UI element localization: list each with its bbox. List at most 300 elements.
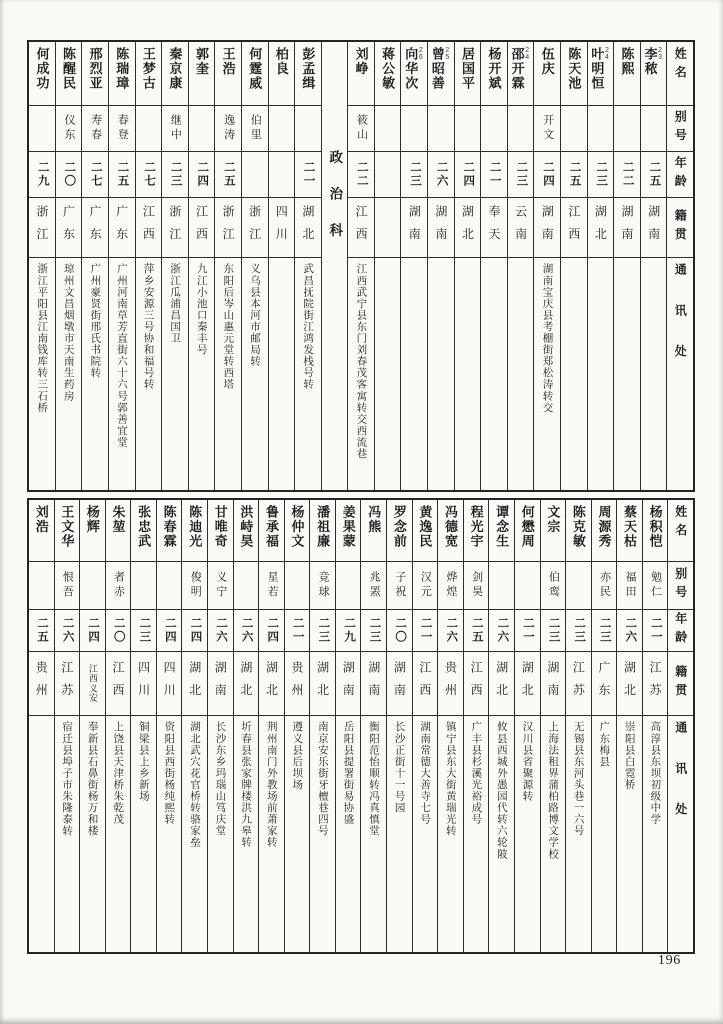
person-address-text: 上饶县天津桥朱乾茂	[112, 721, 125, 825]
person-age	[413, 610, 438, 652]
person-name	[643, 500, 668, 562]
person-name-text: 叶明恒	[589, 47, 605, 91]
person-alias	[295, 106, 321, 152]
person-age	[189, 152, 215, 198]
person-column	[214, 42, 241, 490]
person-address	[387, 716, 412, 952]
person-age-text: 二四	[462, 160, 475, 189]
person-age	[541, 610, 566, 652]
person-alias-text: 俊明	[189, 571, 202, 600]
person-name	[189, 42, 215, 106]
person-name-note: 25	[443, 47, 451, 61]
person-age	[489, 610, 514, 652]
person-native-place	[82, 198, 108, 258]
person-native-place	[162, 198, 188, 258]
person-name	[561, 42, 587, 106]
person-age	[375, 152, 401, 198]
person-name	[336, 500, 361, 562]
person-name	[348, 42, 374, 106]
person-column	[181, 500, 207, 952]
person-name	[361, 500, 386, 562]
person-age	[361, 610, 386, 652]
person-name-text: 姜果蒙	[340, 505, 356, 549]
person-column	[130, 500, 156, 952]
person-age-text: 二五	[116, 160, 129, 189]
person-column	[188, 42, 215, 490]
person-alias-text: 亦民	[598, 571, 611, 600]
person-address-text: 崇阳县白霓桥	[623, 721, 636, 791]
person-address	[455, 258, 481, 490]
person-age-text: 二七	[143, 160, 156, 189]
person-native-text: 湖北	[238, 661, 253, 706]
person-column	[161, 42, 188, 490]
person-native-place	[592, 652, 617, 716]
person-alias	[215, 106, 241, 152]
person-age-text: 二一	[291, 616, 304, 645]
person-column	[81, 42, 108, 490]
person-age-text: 二三	[595, 160, 608, 189]
person-address	[348, 258, 374, 490]
person-address	[131, 716, 156, 952]
person-address	[428, 258, 454, 490]
person-name	[295, 42, 321, 106]
person-name-text: 彭孟缉	[300, 47, 316, 91]
person-age	[336, 610, 361, 652]
person-column	[294, 42, 321, 490]
person-native-text: 江西	[566, 205, 581, 250]
person-address	[361, 716, 386, 952]
person-age-text: 二六	[496, 616, 509, 645]
person-native-place	[617, 652, 642, 716]
person-name	[515, 500, 540, 562]
person-native-place	[242, 198, 268, 258]
person-age	[215, 152, 241, 198]
person-address	[464, 716, 489, 952]
person-column	[437, 500, 463, 952]
person-age	[438, 610, 463, 652]
person-address	[80, 716, 105, 952]
person-column	[135, 42, 162, 490]
person-column	[560, 42, 587, 490]
person-column	[156, 500, 182, 952]
person-alias	[336, 562, 361, 610]
person-name	[182, 500, 207, 562]
person-address-text: 东阳后岑山惠元堂转西塔	[222, 263, 235, 391]
person-address-text: 长沙正街十一号园	[393, 721, 406, 814]
person-name	[208, 500, 233, 562]
person-alias	[413, 562, 438, 610]
person-column	[29, 500, 54, 952]
person-alias	[561, 106, 587, 152]
person-column	[258, 500, 284, 952]
person-native-text: 贵州	[443, 661, 458, 706]
person-alias-text: 继中	[169, 114, 182, 143]
person-address-text: 九江小池口秦丰号	[195, 263, 208, 356]
person-native-text: 江西	[354, 205, 369, 250]
person-name-text: 杨积恺	[647, 505, 663, 549]
person-age-text: 二二	[355, 160, 368, 189]
person-name-text: 郭奎	[194, 47, 210, 77]
person-alias	[189, 106, 215, 152]
person-alias	[348, 106, 374, 152]
person-age-text: 二六	[61, 616, 74, 645]
person-name	[29, 500, 54, 562]
person-column	[374, 42, 401, 490]
person-column	[309, 500, 335, 952]
person-address-text: 浙江平阳县江南钱库转三石桥	[36, 263, 49, 414]
person-native-place	[109, 198, 135, 258]
person-alias	[508, 106, 534, 152]
person-address-text: 广州河南草芳直街六十六号郭善宜堂	[115, 263, 128, 448]
person-native-text: 湖南	[646, 205, 661, 250]
person-name	[438, 500, 463, 562]
person-name	[269, 42, 295, 106]
person-name-text: 邵开霖	[509, 47, 525, 91]
person-address	[614, 258, 640, 490]
person-column	[540, 500, 566, 952]
person-alias	[401, 106, 427, 152]
person-age-text: 二五	[568, 160, 581, 189]
person-address	[588, 258, 614, 490]
person-address	[29, 258, 55, 490]
person-alias-text: 寿春	[89, 114, 102, 143]
person-age	[515, 610, 540, 652]
person-native-place	[375, 198, 401, 258]
person-column	[268, 42, 295, 490]
person-native-text: 湖北	[494, 661, 509, 706]
person-alias-text: 义宁	[214, 571, 227, 600]
person-age-text: 二六	[435, 160, 448, 189]
person-native-place	[55, 652, 80, 716]
person-native-place	[508, 198, 534, 258]
person-alias-text: 者赤	[112, 571, 125, 600]
person-alias-text: 伯里	[249, 114, 262, 143]
person-native-text: 四川	[162, 661, 177, 706]
person-age-text: 二五	[36, 616, 48, 645]
person-age-text: 二〇	[112, 616, 125, 645]
person-native-text: 江西	[417, 661, 432, 706]
person-column	[565, 500, 591, 952]
person-alias	[157, 562, 182, 610]
header-address-label: 通讯处	[673, 721, 688, 844]
person-address	[269, 258, 295, 490]
person-column	[108, 42, 135, 490]
person-native-text: 湖南	[540, 205, 555, 250]
person-address	[617, 716, 642, 952]
header-age	[668, 610, 693, 652]
person-column	[488, 500, 514, 952]
person-address	[515, 716, 540, 952]
person-age-text: 二一	[521, 616, 534, 645]
person-name-text: 陈春霖	[161, 505, 177, 549]
person-address-text: 义乌县本河市邮局转	[248, 263, 261, 367]
person-address	[401, 258, 427, 490]
person-address-text: 高淳县东坝初级中学	[649, 721, 662, 825]
person-native-text: 浙江	[221, 205, 236, 250]
header-native	[668, 652, 693, 716]
person-native-place	[215, 198, 241, 258]
person-address	[336, 716, 361, 952]
person-name-text: 甘唯奇	[212, 505, 228, 549]
header-alias-label: 别号	[673, 109, 688, 148]
person-name-text: 王文华	[59, 505, 75, 549]
person-native-place	[295, 198, 321, 258]
person-alias	[464, 562, 489, 610]
person-name-text: 罗念前	[391, 505, 407, 549]
person-native-text: 湖北	[264, 661, 279, 706]
person-native-text: 湖北	[460, 205, 475, 250]
person-name	[566, 500, 591, 562]
person-native-place	[106, 652, 131, 716]
person-column	[640, 42, 667, 490]
person-address-text: 无锡县东河头巷一六号	[572, 721, 585, 837]
person-age-text: 二三	[573, 616, 586, 645]
person-address-text: 奉新县石鼻街杨万和楼	[86, 721, 99, 837]
person-name	[401, 42, 427, 106]
person-name	[375, 42, 401, 106]
person-address	[109, 258, 135, 490]
person-address	[285, 716, 310, 952]
person-native-place	[541, 652, 566, 716]
person-alias	[109, 106, 135, 152]
person-alias	[162, 106, 188, 152]
person-age	[131, 610, 156, 652]
person-name-text: 鲁承福	[263, 505, 279, 549]
person-column	[400, 42, 427, 490]
person-alias	[29, 562, 54, 610]
person-address	[157, 716, 182, 952]
person-address	[208, 716, 233, 952]
person-age-text: 二三	[169, 160, 182, 189]
person-address-text: 湖南宝庆县考棚街郑松涛转交	[541, 263, 554, 414]
person-address	[592, 716, 617, 952]
header-native-label: 籍贯	[673, 208, 688, 247]
person-native-place	[361, 652, 386, 716]
person-name	[592, 500, 617, 562]
person-alias	[56, 106, 82, 152]
person-age-text: 二九	[36, 160, 49, 189]
person-native-text: 湖南	[545, 661, 560, 706]
person-alias	[614, 106, 640, 152]
person-alias	[643, 562, 668, 610]
person-address-text: 南京安乐街牙檀巷四号	[316, 721, 329, 837]
person-native-text: 贵州	[290, 661, 305, 706]
person-name-note: 24	[603, 47, 611, 61]
person-native-place	[428, 198, 454, 258]
person-name	[614, 42, 640, 106]
person-address-text: 衡阳范怡顺转冯真慎堂	[368, 721, 381, 837]
person-age	[56, 152, 82, 198]
person-native-text: 江西	[469, 661, 484, 706]
person-alias-text: 筱山	[355, 114, 368, 143]
person-name-text: 向华次	[403, 47, 419, 91]
person-native-place	[234, 652, 259, 716]
person-name-text: 何懋周	[519, 505, 535, 549]
person-address-text: 浙江瓜浦昌国卫	[169, 263, 182, 344]
person-address-text: 琼州文昌烟墩市天南生药房	[62, 263, 75, 402]
person-column	[480, 42, 507, 490]
person-name	[464, 500, 489, 562]
person-address-text: 萍乡安源三号协和福号转	[142, 263, 155, 391]
person-name	[157, 500, 182, 562]
person-age-text: 二三	[515, 160, 528, 189]
person-age-text: 二三	[598, 616, 611, 645]
person-name-text: 居国平	[459, 47, 475, 91]
person-name-text: 潘祖廉	[315, 505, 331, 549]
person-age	[387, 610, 412, 652]
person-age-text: 二四	[541, 160, 554, 189]
person-alias-text: 星若	[265, 571, 278, 600]
person-alias	[375, 106, 401, 152]
person-name	[162, 42, 188, 106]
person-address-text: 圻春县张家牌楼洪九皋转	[240, 721, 253, 849]
person-age-text: 二四	[266, 616, 279, 645]
person-name	[428, 42, 454, 106]
person-native-place	[348, 198, 374, 258]
person-alias-text: 勉仁	[649, 571, 662, 600]
person-address-text: 遵义县后坝场	[291, 721, 304, 791]
person-address	[162, 258, 188, 490]
person-age	[136, 152, 162, 198]
section-label-cell	[322, 42, 348, 490]
person-name-text: 柏良	[273, 47, 289, 77]
person-address-text: 镇宁县东大街黄瑞光转	[444, 721, 457, 837]
person-alias	[541, 562, 566, 610]
person-native-place	[515, 652, 540, 716]
person-name	[508, 42, 534, 106]
person-age-text: 二九	[342, 616, 355, 645]
person-native-text: 湖北	[622, 661, 637, 706]
person-column	[514, 500, 540, 952]
person-name	[489, 500, 514, 562]
person-alias	[387, 562, 412, 610]
person-alias-text: 剑昊	[470, 571, 483, 600]
person-name-text: 王浩	[220, 47, 236, 77]
person-native-text: 江西	[194, 205, 209, 250]
person-name	[131, 500, 156, 562]
person-native-text: 四川	[136, 661, 151, 706]
person-column	[613, 42, 640, 490]
person-native-place	[285, 652, 310, 716]
person-native-text: 浙江	[34, 205, 49, 250]
person-alias	[566, 562, 591, 610]
person-age-text: 二三	[368, 616, 381, 645]
person-name	[82, 42, 108, 106]
person-age	[162, 152, 188, 198]
person-alias	[361, 562, 386, 610]
person-address	[643, 716, 668, 952]
person-age-text: 二一	[302, 160, 315, 189]
person-age-text: 二六	[215, 616, 228, 645]
person-native-place	[561, 198, 587, 258]
person-address	[215, 258, 241, 490]
person-native-text: 贵州	[34, 661, 49, 706]
person-native-place	[455, 198, 481, 258]
person-native-text: 奉天	[487, 205, 502, 250]
person-column	[616, 500, 642, 952]
person-native-place	[29, 198, 55, 258]
person-age-text: 二五	[648, 160, 661, 189]
person-name-text: 周源秀	[596, 505, 612, 549]
person-native-place	[643, 652, 668, 716]
person-name	[387, 500, 412, 562]
person-age	[641, 152, 667, 198]
header-alias-label: 别号	[673, 566, 688, 605]
person-column	[642, 500, 668, 952]
person-alias	[80, 562, 105, 610]
person-age-text: 二一	[419, 616, 432, 645]
person-name-text: 冯德宽	[443, 505, 458, 549]
person-alias	[534, 106, 560, 152]
person-age	[106, 610, 131, 652]
person-age	[157, 610, 182, 652]
person-native-text: 湖北	[300, 205, 315, 250]
person-alias-text: 竞球	[317, 571, 330, 600]
header-name	[668, 500, 693, 562]
person-column	[360, 500, 386, 952]
person-native-place	[157, 652, 182, 716]
person-age	[29, 152, 55, 198]
person-native-place	[269, 198, 295, 258]
person-alias-text: 仪东	[63, 114, 76, 143]
person-column	[587, 42, 614, 490]
person-alias	[428, 106, 454, 152]
person-native-text: 浙江	[167, 205, 182, 250]
person-address	[295, 258, 321, 490]
person-address	[534, 258, 560, 490]
person-name-text: 陈熙	[619, 47, 635, 77]
person-address-text: 荆州南门外教场前萧家转	[265, 721, 278, 849]
person-name	[215, 42, 241, 106]
person-age	[588, 152, 614, 198]
person-alias	[489, 562, 514, 610]
person-native-place	[534, 198, 560, 258]
person-address	[29, 716, 54, 952]
person-alias-text: 兆罴	[368, 571, 381, 600]
person-name	[242, 42, 268, 106]
person-native-place	[566, 652, 591, 716]
person-age	[508, 152, 534, 198]
person-age	[242, 152, 268, 198]
person-age	[455, 152, 481, 198]
person-age	[182, 610, 207, 652]
person-name-text: 王梦古	[140, 47, 156, 91]
person-address-text: 上海法租界蒲柏路博文学校	[547, 721, 560, 860]
person-age-text: 二一	[488, 160, 501, 189]
person-alias	[106, 562, 131, 610]
header-address	[667, 258, 693, 490]
person-alias	[82, 106, 108, 152]
person-age-text: 二五	[222, 160, 235, 189]
header-address	[668, 716, 693, 952]
header-name	[667, 42, 693, 106]
person-column	[207, 500, 233, 952]
person-column	[347, 42, 374, 490]
person-alias-text: 开文	[541, 114, 554, 143]
person-age	[401, 152, 427, 198]
header-age-label: 年龄	[673, 611, 688, 650]
person-address	[375, 258, 401, 490]
person-name	[455, 42, 481, 106]
person-name-text: 杨开斌	[486, 47, 502, 91]
person-alias	[515, 562, 540, 610]
person-alias-text: 恨吾	[61, 571, 74, 600]
person-age	[534, 152, 560, 198]
person-age	[481, 152, 507, 198]
person-address-text: 武昌抚院街江鸿发栈号转	[302, 263, 315, 391]
person-address	[310, 716, 335, 952]
person-native-text: 湖南	[366, 661, 381, 706]
